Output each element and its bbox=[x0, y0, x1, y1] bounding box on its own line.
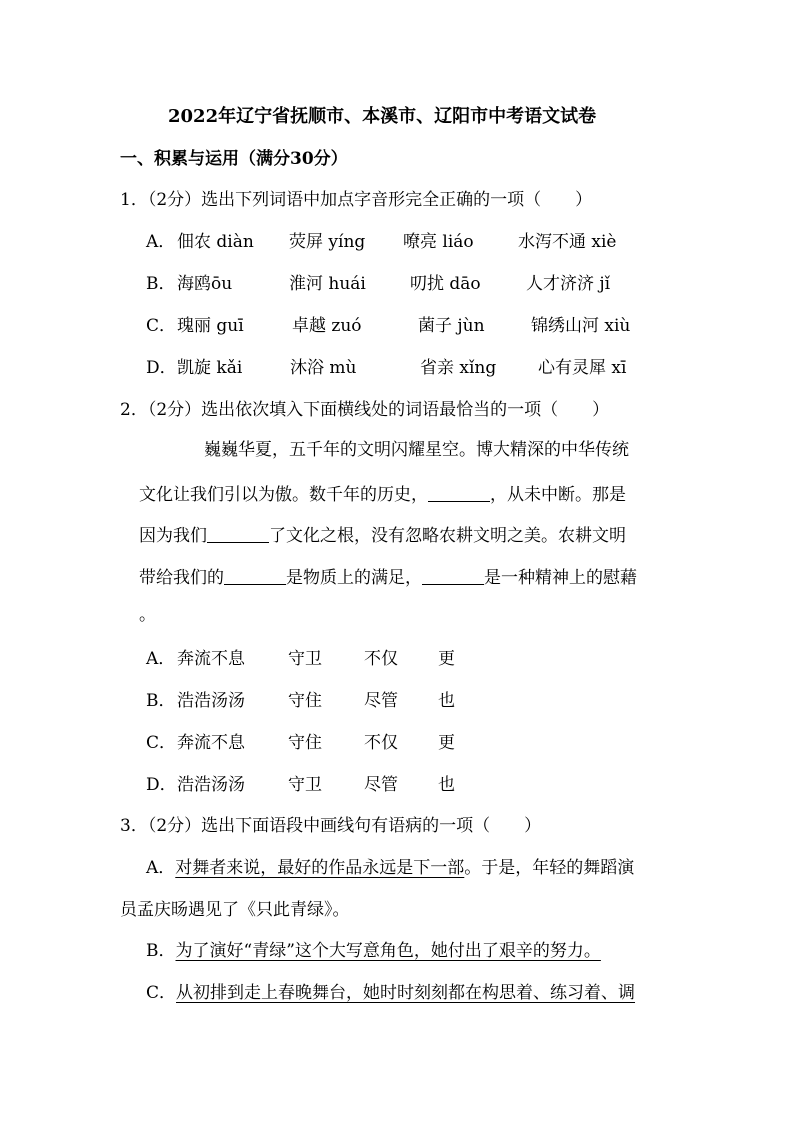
passage-text: ，从未中断。那是 bbox=[490, 485, 626, 505]
option-label: D． bbox=[146, 775, 177, 795]
option-item: 也 bbox=[438, 775, 455, 795]
q2-passage-line-4 bbox=[139, 566, 637, 589]
option-item: 嘹亮 liáo bbox=[403, 232, 474, 252]
option-item: 人才济济 jǐ bbox=[526, 274, 611, 294]
q3-option-b bbox=[146, 940, 601, 962]
option-item: 心有灵犀 xī bbox=[538, 358, 627, 378]
option-item: 不仅 bbox=[364, 649, 398, 669]
option-label: C． bbox=[146, 733, 177, 753]
fill-blank-2 bbox=[207, 524, 269, 543]
option-item: 荧屏 yíng bbox=[289, 232, 366, 252]
underlined-sentence: 对舞者来说，最好的作品永远是下一部 bbox=[175, 858, 465, 878]
option-label: D． bbox=[146, 358, 177, 378]
option-label: B． bbox=[146, 691, 176, 711]
q3-option-a bbox=[146, 857, 634, 879]
option-item: 叨扰 dāo bbox=[410, 274, 481, 294]
option-item: 也 bbox=[438, 691, 455, 711]
q3-stem: 3．（2分）选出下面语段中画线句有语病的一项（ ） bbox=[120, 816, 542, 836]
option-label: B． bbox=[146, 941, 176, 961]
q2-passage-line-3 bbox=[139, 524, 626, 547]
option-label: A． bbox=[146, 649, 176, 669]
option-item: 省亲 xǐng bbox=[420, 358, 497, 378]
option-item: 奔流不息 bbox=[177, 649, 245, 669]
passage-text: 文化让我们引以为傲。数千年的历史， bbox=[139, 485, 428, 505]
passage-text: 因为我们 bbox=[139, 526, 207, 546]
page-title: 2022年辽宁省抚顺市、本溪市、辽阳市中考语文试卷 bbox=[168, 106, 597, 127]
option-item: 守住 bbox=[288, 691, 322, 711]
fill-blank-3 bbox=[224, 566, 286, 585]
underlined-sentence: 为了演好“青绿”这个大写意角色，她付出了艰辛的努力。 bbox=[175, 941, 601, 961]
q3-option-c bbox=[146, 982, 635, 1004]
option-item: 守卫 bbox=[288, 649, 322, 669]
option-item: 瑰丽 guī bbox=[177, 316, 244, 336]
passage-text: 。于是，年轻的舞蹈演 bbox=[464, 858, 635, 878]
q3-option-a-line-2: 员孟庆旸遇见了《只此青绿》。 bbox=[120, 900, 350, 920]
passage-text: 是物质上的满足， bbox=[286, 568, 422, 588]
passage-text: 了文化之根，没有忽略农耕文明之美。农耕文明 bbox=[269, 526, 626, 546]
passage-text: 带给我们的 bbox=[139, 568, 224, 588]
option-label: A． bbox=[146, 858, 176, 878]
option-item: 浩浩汤汤 bbox=[177, 775, 245, 795]
passage-text: 是一种精神上的慰藉 bbox=[484, 568, 637, 588]
q2-passage-line-2 bbox=[139, 483, 626, 506]
underlined-sentence: 从初排到走上春晚舞台，她时时刻刻都在构思着、练习着、调 bbox=[176, 983, 636, 1003]
option-item: 尽管 bbox=[364, 775, 398, 795]
option-item: 守住 bbox=[288, 733, 322, 753]
option-item: 锦绣山河 xiù bbox=[531, 316, 631, 336]
option-label: A． bbox=[146, 232, 176, 252]
option-item: 卓越 zuó bbox=[292, 316, 362, 336]
option-item: 守卫 bbox=[288, 775, 322, 795]
option-label: B． bbox=[146, 274, 176, 294]
option-item: 更 bbox=[438, 649, 455, 669]
q2-passage-line-5: 。 bbox=[139, 605, 156, 625]
option-item: 淮河 huái bbox=[289, 274, 366, 294]
fill-blank-4 bbox=[422, 566, 484, 585]
option-item: 沐浴 mù bbox=[290, 358, 357, 378]
option-item: 尽管 bbox=[364, 691, 398, 711]
option-item: 凯旋 kǎi bbox=[177, 358, 243, 378]
option-item: 更 bbox=[438, 733, 455, 753]
option-label: C． bbox=[146, 983, 177, 1003]
option-item: 浩浩汤汤 bbox=[177, 691, 245, 711]
option-item: 奔流不息 bbox=[177, 733, 245, 753]
section-heading: 一、积累与运用（满分30分） bbox=[120, 149, 348, 169]
option-item: 菌子 jùn bbox=[418, 316, 485, 336]
option-item: 佃农 diàn bbox=[177, 232, 254, 252]
option-label: C． bbox=[146, 316, 177, 336]
q2-stem: 2．（2分）选出依次填入下面横线处的词语最恰当的一项（ ） bbox=[120, 400, 610, 420]
option-item: 海鸥ōu bbox=[177, 274, 233, 294]
option-item: 不仅 bbox=[364, 733, 398, 753]
q1-stem: 1．（2分）选出下列词语中加点字音形完全正确的一项（ ） bbox=[120, 190, 593, 210]
option-item: 水泻不通 xiè bbox=[518, 232, 617, 252]
fill-blank-1 bbox=[428, 483, 490, 502]
q2-passage-line-1: 巍巍华夏，五千年的文明闪耀星空。博大精深的中华传统 bbox=[204, 440, 629, 460]
